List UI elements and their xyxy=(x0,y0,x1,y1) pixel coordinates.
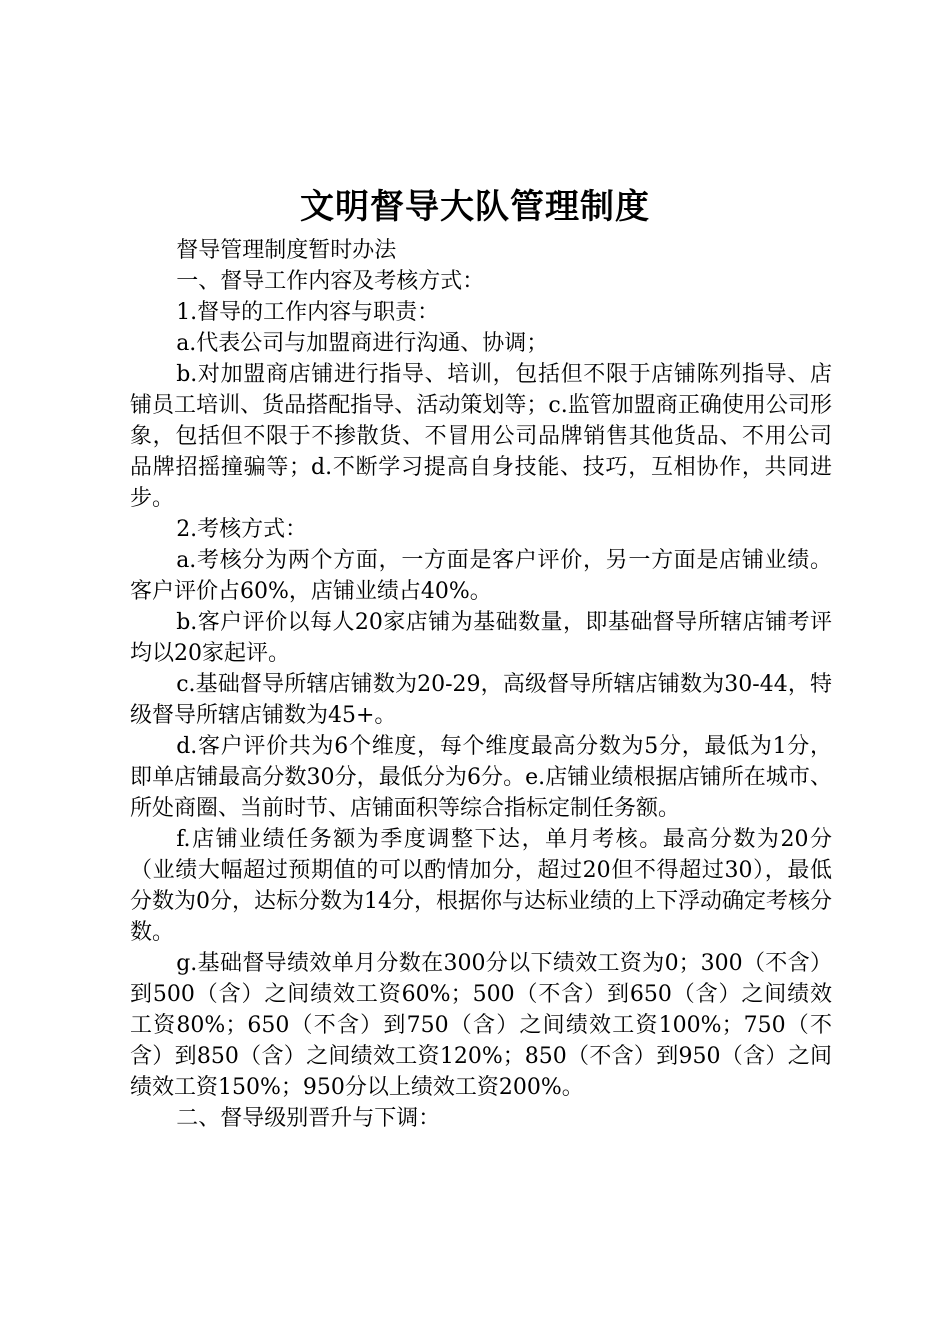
paragraph-assessment-g: g.基础督导绩效单月分数在300分以下绩效工资为0；300（不含）到500（含）之间绩效工资60%；500（不含）到650（含）之间绩效工资80%；650（不含）到750（含）之间绩效工资100%；750（不含）到850（含）之间绩效工资120%；850（不含）到950（含）之间绩效工资150%；950分以上绩效工资200%。 xyxy=(130,951,832,1100)
paragraph-duties-heading: 1.督导的工作内容与职责： xyxy=(176,300,440,325)
paragraph-assessment-heading: 2.考核方式： xyxy=(176,517,308,542)
paragraph-assessment-b: b.客户评价以每人20家店铺为基础数量，即基础督导所辖店铺考评均以20家起评。 xyxy=(130,610,832,666)
paragraph-assessment-c: c.基础督导所辖店铺数为20-29，高级督导所辖店铺数为30-44，特级督导所辖店铺数为45+。 xyxy=(130,672,832,728)
paragraph-assessment-a: a.考核分为两个方面，一方面是客户评价，另一方面是店铺业绩。客户评价占60%，店铺业绩占40%。 xyxy=(130,548,832,604)
paragraph-duty-b-c-d: b.对加盟商店铺进行指导、培训，包括但不限于店铺陈列指导、店铺员工培训、货品搭配指导、活动策划等；c.监管加盟商正确使用公司形象，包括但不限于不掺散货、不冒用公司品牌销售其他货品、不用公司品牌招摇撞骗等；d.不断学习提高自身技能、技巧，互相协作，共同进步。 xyxy=(130,362,832,511)
paragraph-assessment-f: f.店铺业绩任务额为季度调整下达，单月考核。最高分数为20分（业绩大幅超过预期值的可以酌情加分，超过20但不得超过30），最低分数为0分，达标分数为14分，根据你与达标业绩的上下浮动确定考核分数。 xyxy=(130,827,832,945)
paragraph-duty-a: a.代表公司与加盟商进行沟通、协调； xyxy=(176,331,549,356)
document-body xyxy=(130,235,832,1134)
paragraph-assessment-d-e: d.客户评价共为6个维度，每个维度最高分数为5分，最低为1分，即单店铺最高分数30分，最低分为6分。e.店铺业绩根据店铺所在城市、所处商圈、当前时节、店铺面积等综合指标定制任务额。 xyxy=(130,734,832,821)
paragraph-section-2-heading: 二、督导级别晋升与下调： xyxy=(176,1106,441,1131)
paragraph-subtitle: 督导管理制度暂时办法 xyxy=(176,238,397,263)
document-title: 文明督导大队管理制度 xyxy=(300,187,650,227)
paragraph-section-1-heading: 一、督导工作内容及考核方式： xyxy=(176,269,485,294)
